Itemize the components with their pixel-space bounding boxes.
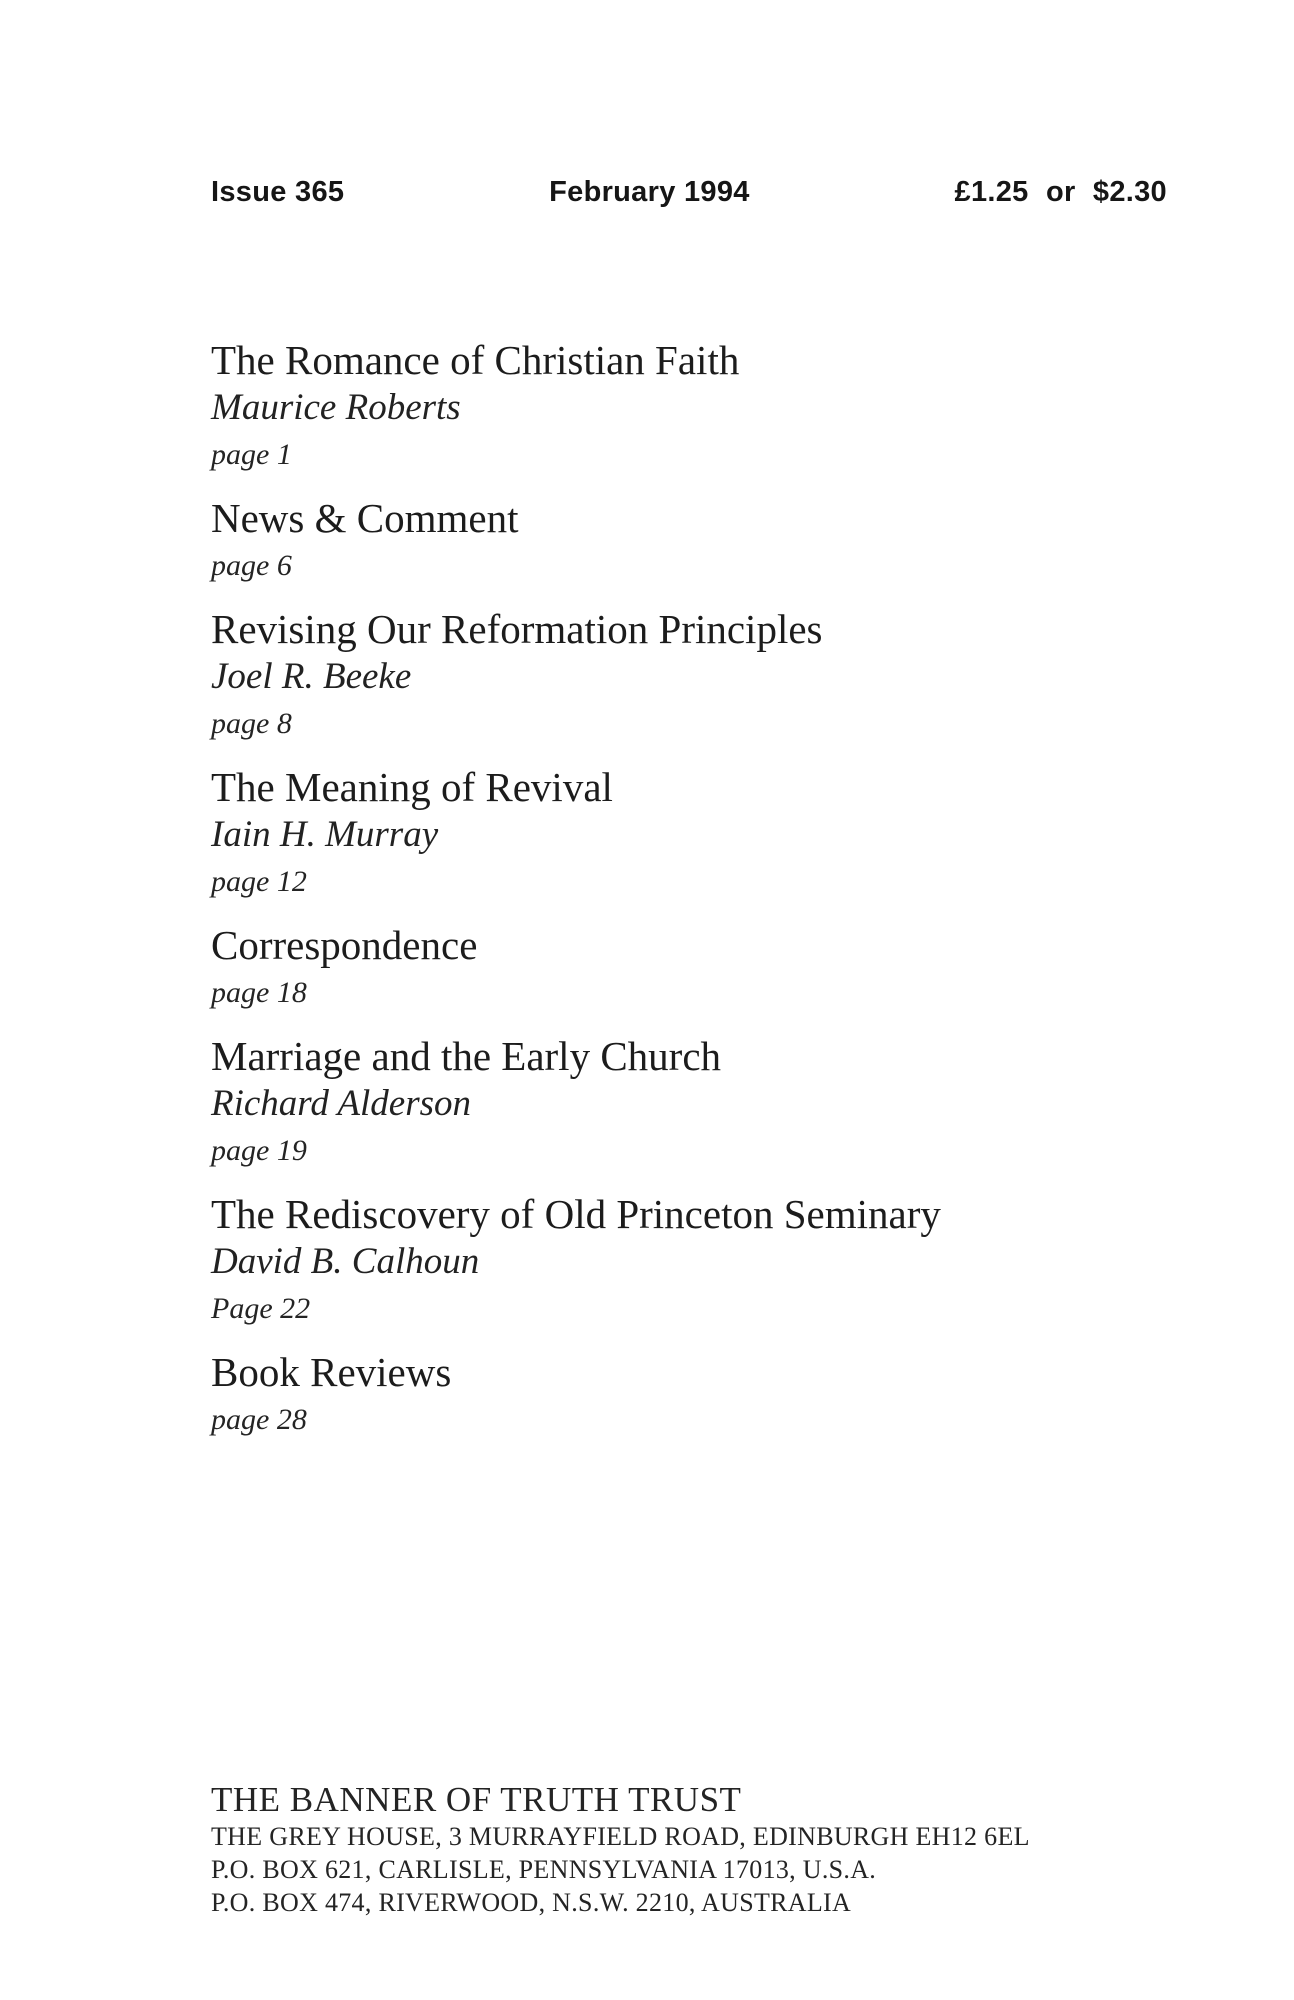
article-author: Joel R. Beeke [211, 656, 412, 697]
article-page: page 12 [211, 865, 307, 898]
article-title: The Romance of Christian Faith [211, 337, 740, 383]
article-title: The Rediscovery of Old Princeton Seminary [211, 1191, 941, 1237]
article-author: Iain H. Murray [211, 814, 439, 855]
toc-entry [211, 1190, 1204, 1333]
article-page: page 1 [211, 438, 292, 471]
article-author: Maurice Roberts [211, 387, 461, 428]
issue-price: £1.25 or $2.30 [954, 176, 1167, 208]
toc-entry [211, 494, 1204, 590]
article-page: page 19 [211, 1134, 307, 1167]
publisher-address-line: P.O. BOX 621, CARLISLE, PENNSYLVANIA 17013, U.S.A. [211, 1855, 877, 1884]
article-title: The Meaning of Revival [211, 764, 613, 810]
issue-date: February 1994 [549, 176, 750, 208]
toc-entry [211, 336, 1204, 479]
article-title: Revising Our Reformation Principles [211, 606, 823, 652]
publisher-address-line: P.O. BOX 474, RIVERWOOD, N.S.W. 2210, AUSTRALIA [211, 1888, 852, 1917]
publisher-address-line: THE GREY HOUSE, 3 MURRAYFIELD ROAD, EDINBURGH EH12 6EL [211, 1822, 1030, 1851]
article-page: page 8 [211, 707, 292, 740]
toc-entry [211, 921, 1204, 1017]
article-title: Book Reviews [211, 1349, 452, 1395]
toc-entry [211, 763, 1204, 906]
article-title: News & Comment [211, 495, 519, 541]
issue-number: Issue 365 [211, 176, 345, 208]
article-author: David B. Calhoun [211, 1241, 480, 1282]
article-page: page 6 [211, 549, 292, 582]
toc-entry [211, 605, 1204, 748]
toc-entry [211, 1032, 1204, 1175]
publisher-block [211, 1780, 1214, 1919]
article-page: page 28 [211, 1403, 307, 1436]
article-title: Correspondence [211, 922, 478, 968]
article-page: page 18 [211, 976, 307, 1009]
article-page: Page 22 [211, 1292, 311, 1325]
toc-entry [211, 1348, 1204, 1444]
article-author: Richard Alderson [211, 1083, 472, 1124]
table-of-contents [211, 336, 1204, 1459]
publisher-name: THE BANNER OF TRUTH TRUST [211, 1780, 742, 1819]
issue-header [211, 176, 1167, 209]
article-title: Marriage and the Early Church [211, 1033, 722, 1079]
